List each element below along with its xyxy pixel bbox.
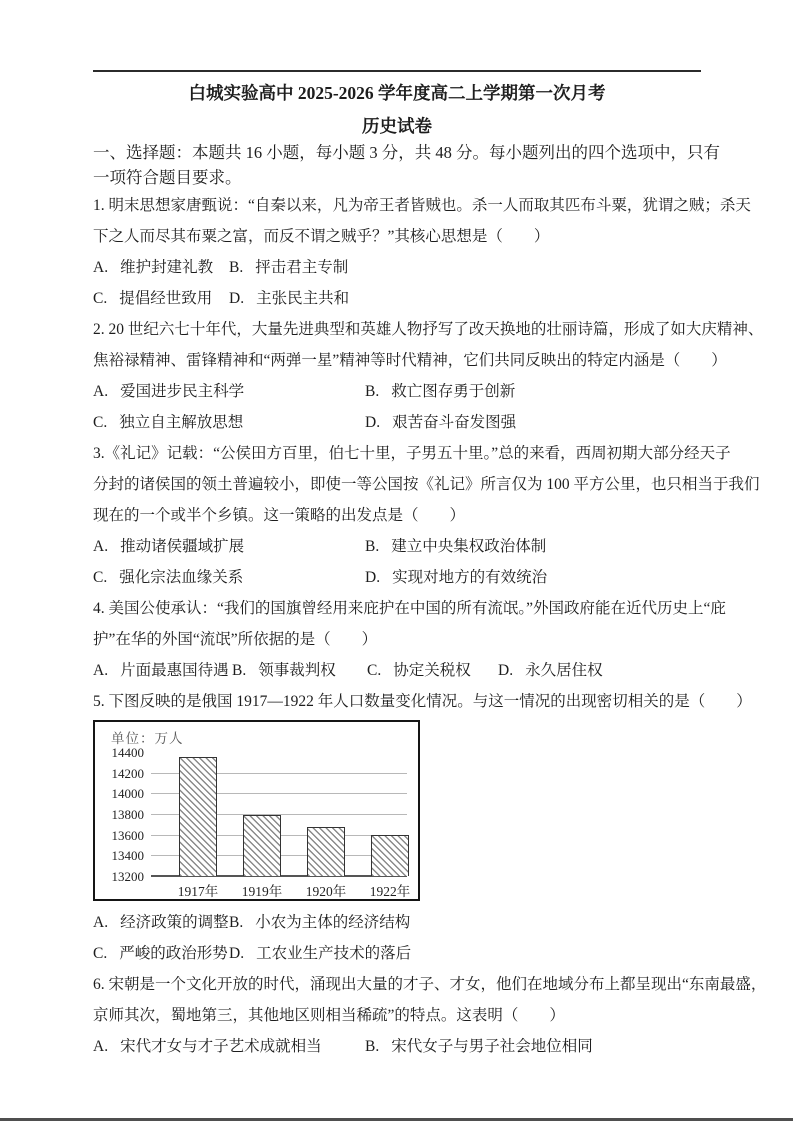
y-tick-label: 13200 <box>111 869 144 884</box>
option-text: 维护封建礼教 <box>120 259 214 276</box>
section-intro-line: 一、选择题：本题共 16 小题，每小题 3 分，共 48 分。每小题列出的四个选项中，只有 <box>93 143 720 162</box>
option-label: D. <box>365 414 381 431</box>
option-text: 抨击君主专制 <box>255 259 349 276</box>
option-text: 爱国进步民主科学 <box>120 383 245 400</box>
question-4-option-b <box>232 655 367 686</box>
x-tick-label: 1922年 <box>369 884 411 899</box>
section-intro-line: 一项符合题目要求。 <box>93 168 242 187</box>
option-label: B. <box>229 914 244 931</box>
option-text: 领事裁判权 <box>258 662 336 679</box>
question-1-stem-line: 下之人而尽其布粟之富，而反不谓之贼乎？”其核心思想是（ ） <box>93 228 550 245</box>
option-label: D. <box>498 662 514 679</box>
question-6-stem-line: 6. 宋朝是一个文化开放的时代，涌现出大量的才子、才女，他们在地域分布上都呈现出“东南最盛， <box>93 976 767 993</box>
bar-1919年 <box>243 815 281 876</box>
question-5-option-d <box>229 938 411 969</box>
question-1-option-a <box>93 252 229 283</box>
y-tick-label: 13800 <box>111 807 144 822</box>
option-label: A. <box>93 538 109 555</box>
option-label: D. <box>229 945 245 962</box>
y-tick-label: 14200 <box>111 765 144 781</box>
question-6-stem-line: 京师其次，蜀地第三，其他地区则相当稀疏”的特点。这表明（ ） <box>93 1007 565 1024</box>
option-label: B. <box>365 1038 380 1055</box>
question-4-stem-line: 护”在华的外国“流氓”所依据的是（ ） <box>93 631 378 648</box>
question-5-option-c <box>93 938 229 969</box>
question-3-stem-line: 3.《礼记》记载：“公侯田方百里，伯七十里，子男五十里。”总的来看，西周初期大部分经天子 <box>93 445 731 462</box>
section-intro <box>93 140 720 190</box>
option-label: A. <box>93 914 109 931</box>
page-subtitle: 历史试卷 <box>362 116 432 136</box>
question-4-stem-line: 4. 美国公使承认：“我们的国旗曾经用来庇护在中国的所有流氓。”外国政府能在近代历史上“庇 <box>93 600 726 617</box>
question-6-options-row <box>93 1031 701 1062</box>
x-tick-label: 1919年 <box>241 884 283 899</box>
option-text: 独立自主解放思想 <box>119 414 244 431</box>
option-label: A. <box>93 1038 109 1055</box>
question-3-option-b <box>365 531 546 562</box>
question-5-options-row <box>93 907 701 938</box>
option-text: 救亡图存勇于创新 <box>391 383 516 400</box>
question-3-options-row <box>93 531 701 562</box>
option-text: 宋代女子与男子社会地位相同 <box>391 1038 593 1055</box>
option-label: C. <box>367 662 382 679</box>
option-label: B. <box>365 538 380 555</box>
option-text: 严峻的政治形势 <box>119 945 228 962</box>
question-3-option-c <box>93 562 365 593</box>
question-4-options-row <box>93 655 701 686</box>
page-title: 白城实验高中 2025-2026 学年度高二上学期第一次月考 <box>188 83 606 103</box>
option-text: 永久居住权 <box>525 662 603 679</box>
option-text: 工农业生产技术的落后 <box>256 945 412 962</box>
question-2 <box>93 314 764 438</box>
option-text: 主张民主共和 <box>256 290 350 307</box>
option-text: 片面最惠国待遇 <box>120 662 229 679</box>
question-2-stem-line: 2. 20 世纪六七十年代，大量先进典型和英雄人物抒写了改天换地的壮丽诗篇，形成了如大庆精神、 <box>93 321 764 338</box>
option-text: 艰苦奋斗奋发图强 <box>392 414 517 431</box>
question-2-options-row <box>93 376 701 407</box>
question-3-stem-line: 现在的一个或半个乡镇。这一策略的出发点是（ ） <box>93 507 466 524</box>
y-tick-label: 13600 <box>111 827 144 843</box>
question-3 <box>93 438 760 593</box>
option-label: D. <box>229 290 245 307</box>
question-1 <box>93 190 751 314</box>
option-text: 协定关税权 <box>393 662 471 679</box>
question-2-option-c <box>93 407 365 438</box>
question-1-stem-line: 1. 明末思想家唐甄说：“自秦以来，凡为帝王者皆贼也。杀一人而取其匹布斗粟，犹谓之贼；杀天 <box>93 197 751 214</box>
question-5-options-row <box>93 938 701 969</box>
population-bar-chart <box>93 720 420 901</box>
option-text: 宋代才女与才子艺术成就相当 <box>120 1038 322 1055</box>
option-label: A. <box>93 383 109 400</box>
page-bottom-edge <box>0 1118 793 1121</box>
question-3-option-d <box>365 562 547 593</box>
question-2-options-row <box>93 407 701 438</box>
option-label: C. <box>93 945 108 962</box>
option-text: 建立中央集权政治体制 <box>391 538 547 555</box>
question-2-option-b <box>365 376 515 407</box>
question-1-option-c <box>93 283 229 314</box>
option-label: C. <box>93 414 108 431</box>
chart-unit-label: 单位：万人 <box>111 731 184 746</box>
question-5-option-a <box>93 907 229 938</box>
question-6 <box>93 969 767 1062</box>
question-1-options-row <box>93 252 701 283</box>
question-3-options-row <box>93 562 701 593</box>
header-rule <box>93 70 701 72</box>
question-5-stem-line: 5. 下图反映的是俄国 1917—1922 年人口数量变化情况。与这一情况的出现密切相关的是（ ） <box>93 693 752 710</box>
y-tick-label: 14400 <box>111 745 144 760</box>
option-label: B. <box>232 662 247 679</box>
y-tick-label: 14000 <box>111 786 144 802</box>
question-4-option-a <box>93 655 232 686</box>
question-1-options-row <box>93 283 701 314</box>
bar-1920年 <box>307 827 345 876</box>
question-6-option-b <box>365 1031 593 1062</box>
question-4-option-c <box>367 655 498 686</box>
option-text: 强化宗法血缘关系 <box>119 569 244 586</box>
question-5 <box>93 686 752 969</box>
question-2-option-d <box>365 407 516 438</box>
y-tick-label: 13400 <box>111 848 144 864</box>
question-2-stem-line: 焦裕禄精神、雷锋精神和“两弹一星”精神等时代精神，它们共同反映出的特定内涵是（ ） <box>93 352 727 369</box>
option-label: C. <box>93 569 108 586</box>
option-label: A. <box>93 259 109 276</box>
question-4 <box>93 593 726 686</box>
x-tick-label: 1920年 <box>305 884 347 899</box>
option-label: B. <box>229 259 244 276</box>
option-text: 经济政策的调整 <box>120 914 229 931</box>
option-label: A. <box>93 662 109 679</box>
chart-plot-area <box>111 745 411 899</box>
option-label: B. <box>365 383 380 400</box>
question-3-option-a <box>93 531 365 562</box>
bar-1922年 <box>371 835 409 876</box>
option-text: 推动诸侯疆域扩展 <box>120 538 245 555</box>
question-4-option-d <box>498 655 603 686</box>
question-1-option-d <box>229 283 349 314</box>
option-text: 实现对地方的有效统治 <box>392 569 548 586</box>
question-5-option-b <box>229 907 410 938</box>
option-label: C. <box>93 290 108 307</box>
question-6-option-a <box>93 1031 365 1062</box>
question-3-stem-line: 分封的诸侯国的领土普遍较小，即使一等公国按《礼记》所言仅为 100 平方公里，也只相当于我们 <box>93 476 760 493</box>
question-2-option-a <box>93 376 365 407</box>
option-text: 小农为主体的经济结构 <box>255 914 411 931</box>
exam-page <box>93 82 767 1062</box>
bar-1917年 <box>179 757 217 876</box>
option-text: 提倡经世致用 <box>119 290 213 307</box>
question-1-option-b <box>229 252 348 283</box>
x-tick-label: 1917年 <box>177 884 219 899</box>
option-label: D. <box>365 569 381 586</box>
